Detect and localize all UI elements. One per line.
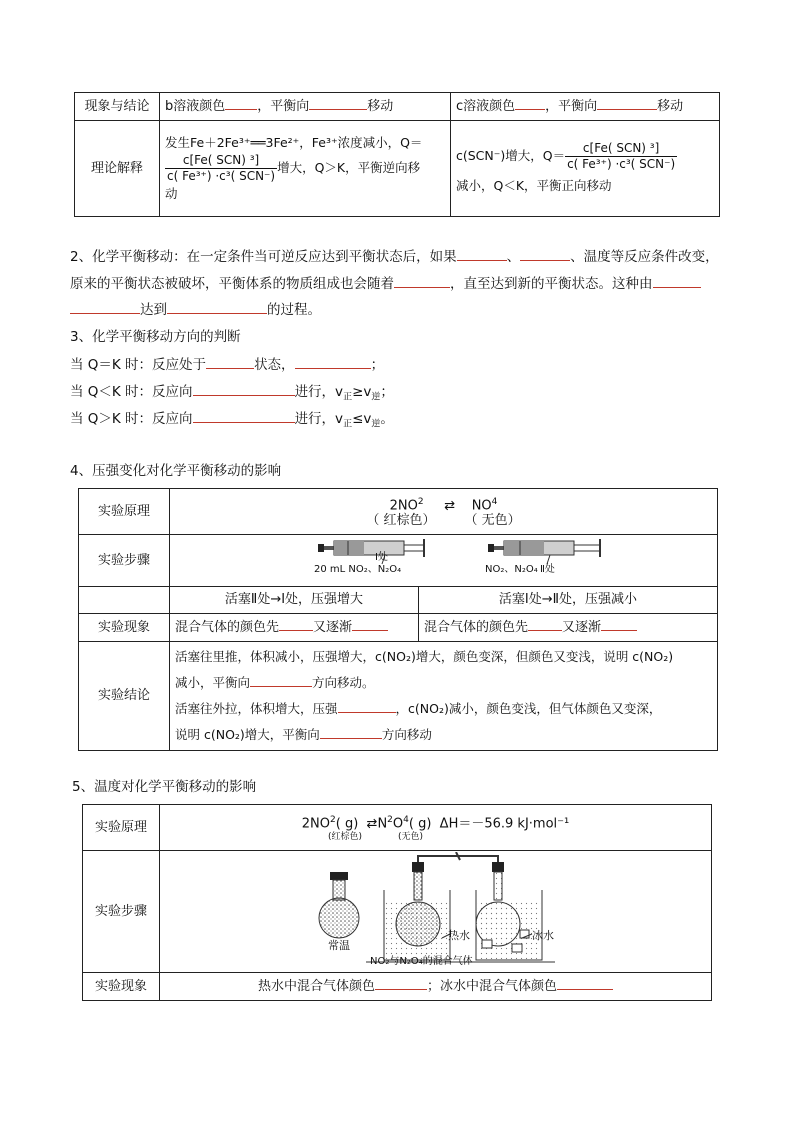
phenomenon-left: 混合气体的颜色先 又逐渐: [170, 614, 419, 642]
cell-syringe-figure: [170, 535, 718, 587]
blank[interactable]: [597, 95, 657, 110]
row-label: 实验现象: [79, 614, 170, 642]
label-room-temperature: 常温: [328, 938, 350, 952]
blank[interactable]: [320, 724, 382, 739]
beaker-hot-water: [384, 862, 450, 960]
table-row: [75, 121, 720, 217]
cell-c-conclusion: c溶液颜色 ，平衡向 移动: [451, 93, 720, 121]
blank[interactable]: [528, 616, 562, 631]
syringe-1: [318, 539, 424, 564]
cell-right-explanation: c(SCN⁻)增大，Q＝ $\frac{\text{c[Fe( SCN) ³]}}{\text{c( Fe³⁺) ·c³( SCN⁻)}}$ 减小，Q＜K，平衡正向移动: [451, 121, 720, 217]
blank[interactable]: [338, 698, 396, 713]
cell-left-explanation: 发生Fe＋2Fe³⁺══3Fe²⁺，Fe³⁺浓度减小，Q＝ $\frac{\text{c[Fe( SCN) ³]}}{\text{c( Fe³⁺) ·c³( SCN⁻)}}$ 增大，Q＞K，平衡逆向移 动: [160, 121, 451, 217]
flask-figure: [160, 852, 720, 972]
row-label: 实验现象: [83, 973, 160, 1001]
flask-room-temperature: [319, 872, 359, 938]
row-label: 实验步骤: [83, 851, 160, 973]
cell-b-conclusion: b溶液颜色 ，平衡向 移动: [160, 93, 451, 121]
blank[interactable]: [206, 354, 254, 369]
cell-flask-figure: [160, 851, 712, 973]
sec2-line2: 原来的平衡状态被破坏，平衡体系的物质组成也会随着 ，直至达到新的平衡状态。这种由: [70, 273, 701, 295]
table-row: [83, 973, 712, 1001]
blank[interactable]: [394, 273, 450, 288]
row-label: 现象与结论: [75, 93, 160, 121]
blank[interactable]: [520, 246, 570, 261]
sec3-title: 3、化学平衡移动方向的判断: [70, 329, 241, 345]
phenomenon-right: 混合气体的颜色先 又逐渐: [419, 614, 718, 642]
blank[interactable]: [457, 246, 507, 261]
table-row: [79, 642, 718, 751]
fraction-q: $\frac{\text{c[Fe( SCN) ³]}}{\text{c( Fe³⁺) ·c³( SCN⁻)}}$: [167, 153, 276, 183]
cell-phenomenon: 热水中混合气体颜色 ；冰水中混合气体颜色: [160, 973, 712, 1001]
table-row: [75, 93, 720, 121]
table-theory: [74, 92, 720, 217]
sec3-line3: 当 Q＞K 时：反应向 进行，$v_正\le v_逆$。: [70, 408, 394, 436]
step-right: 活塞Ⅰ处→Ⅱ处，压强减小: [419, 587, 718, 614]
sec2-line3: 达到 的过程。: [70, 299, 321, 321]
syringe-1-position: Ⅰ处: [375, 551, 388, 563]
table-pressure: [78, 488, 718, 751]
blank[interactable]: [193, 408, 295, 423]
cell-principle: $2NO^2$ ⇄ $NO^4$ （ 红棕色） （ 无色）: [170, 489, 718, 535]
row-label: 实验步骤: [79, 535, 170, 587]
blank[interactable]: [193, 381, 295, 396]
row-label: 实验原理: [83, 805, 160, 851]
blank[interactable]: [653, 273, 701, 288]
syringe-1-label: 20 mL NO₂、N₂O₄: [314, 563, 402, 575]
blank[interactable]: [167, 299, 267, 314]
blank[interactable]: [250, 672, 312, 687]
step-left: 活塞Ⅱ处→Ⅰ处，压强增大: [170, 587, 419, 614]
row-label: 理论解释: [75, 121, 160, 217]
sec5-title: 5、温度对化学平衡移动的影响: [72, 779, 257, 795]
table-row: [79, 489, 718, 535]
sec3-line2: 当 Q＜K 时：反应向 进行，$v_正\ge v_逆$；: [70, 381, 394, 409]
blank[interactable]: [309, 95, 367, 110]
syringe-figure: [170, 536, 730, 586]
label-ice-water: 冰水: [532, 928, 554, 942]
table-row: [83, 851, 712, 973]
blank[interactable]: [279, 616, 313, 631]
syringe-2: [488, 539, 600, 564]
blank[interactable]: [295, 354, 371, 369]
table-row: [79, 535, 718, 587]
cell-conclusion: 活塞往里推，体积减小，压强增大，c(NO₂)增大，颜色变深，但颜色又变浅，说明 c(NO₂) 减小，平衡向 方向移动。 活塞往外拉，体积增大，压强 ，c(NO₂)减小，颜色变浅，但气体颜色又变深， 说明 c(NO₂)增大，平衡向 方向移动: [170, 642, 718, 751]
blank[interactable]: [515, 95, 545, 110]
sec3-line1: 当 Q＝K 时：反应处于 状态， ；: [70, 354, 384, 376]
blank[interactable]: [225, 95, 257, 110]
table-row: [79, 587, 718, 614]
table-temperature: [82, 804, 712, 1001]
fraction-q: $\frac{\text{c[Fe( SCN) ³]}}{\text{c( Fe³⁺) ·c³( SCN⁻)}}$: [567, 141, 676, 171]
syringe-2-label: NO₂、N₂O₄: [485, 563, 538, 575]
blank[interactable]: [601, 616, 637, 631]
row-label: 实验结论: [79, 642, 170, 751]
sec4-title: 4、压强变化对化学平衡移动的影响: [70, 463, 282, 479]
cell-principle: $2NO^2$( g) $⇄N^2O^4$( g) ΔH＝－56.9 kJ·mol⁻¹ (红棕色) (无色): [160, 805, 712, 851]
blank[interactable]: [375, 975, 427, 990]
beaker-ice-water: [476, 862, 542, 960]
row-label: 实验原理: [79, 489, 170, 535]
table-row: [79, 614, 718, 642]
blank[interactable]: [70, 299, 140, 314]
blank[interactable]: [557, 975, 613, 990]
figure-caption: NO₂与N₂O₄的混合气体: [370, 955, 473, 967]
label-hot-water: 热水: [448, 928, 470, 942]
syringe-2-position: Ⅱ处: [540, 563, 555, 575]
table-row: [83, 805, 712, 851]
blank[interactable]: [352, 616, 388, 631]
sec2-line1: 2、化学平衡移动：在一定条件当可逆反应达到平衡状态后，如果 、 、温度等反应条件改变，: [70, 246, 719, 268]
